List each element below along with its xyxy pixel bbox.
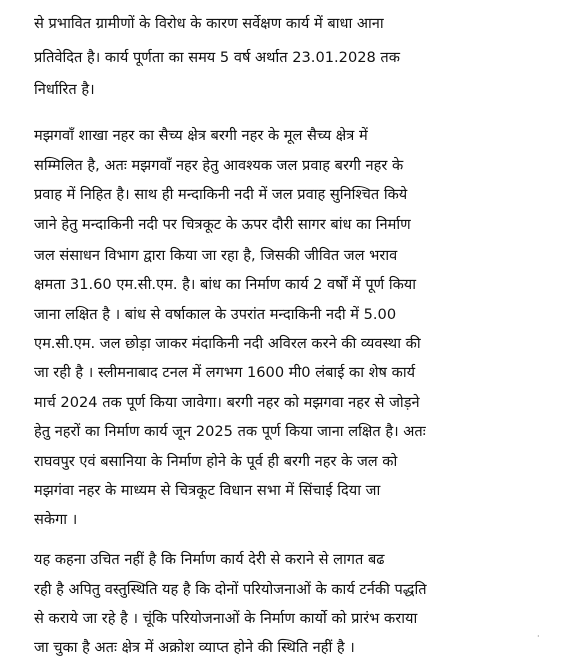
scan-speck-mark: · bbox=[537, 632, 540, 641]
text-line: जा रही है । स्लीमनाबाद टनल में लगभग 1600 मी0 लंबाई का शेष कार्य bbox=[34, 364, 416, 381]
text-line: रही है अपितु वस्तुस्थिति यह है कि दोनों परियोजनाओं के कार्य टर्नकी पद्धति bbox=[34, 581, 427, 598]
text-line: प्रवाह में निहित है। साथ ही मन्दाकिनी नदी में जल प्रवाह सुनिश्चित किये bbox=[34, 186, 408, 203]
text-line: एम.सी.एम. जल छोड़ा जाकर मंदाकिनी नदी अविरल करने की व्यवस्था की bbox=[34, 335, 421, 352]
text-line: मझगवाँ शाखा नहर का सैच्य क्षेत्र बरगी नहर के मूल सैच्य क्षेत्र में bbox=[34, 127, 368, 144]
text-line: राघवपुर एवं बसानिया के निर्माण होने के पूर्व ही बरगी नहर के जल को bbox=[34, 453, 398, 470]
text-line: क्षमता 31.60 एम.सी.एम. है। बांध का निर्माण कार्य 2 वर्षों में पूर्ण किया bbox=[34, 276, 417, 293]
text-line: प्रतिवेदित है। कार्य पूर्णता का समय 5 वर्ष अर्थात 23.01.2028 तक bbox=[34, 49, 400, 66]
text-line: मार्च 2024 तक पूर्ण किया जावेगा। बरगी नहर को मझगवा नहर से जोड़ने bbox=[34, 394, 420, 411]
text-line: यह कहना उचित नहीं है कि निर्माण कार्य देरी से कराने से लागत बढ bbox=[34, 551, 385, 568]
text-line: सकेगा । bbox=[34, 511, 78, 528]
text-line: निर्धारित है। bbox=[34, 81, 95, 98]
text-line: जाने हेतु मन्दाकिनी नदी पर चित्रकूट के ऊपर दौरी सागर बांध का निर्माण bbox=[34, 216, 411, 233]
text-line: सम्मिलित है, अतः मझगवाँ नहर हेतु आवश्यक जल प्रवाह बरगी नहर के bbox=[34, 157, 404, 174]
text-line: से कराये जा रहे है । चूंकि परियोजनाओं के निर्माण कार्यो को प्रारंभ कराया bbox=[34, 610, 418, 627]
text-line: जाना लक्षित है । बांध से वर्षाकाल के उपरांत मन्दाकिनी नदी में 5.00 bbox=[34, 306, 397, 323]
text-line: जल संसाधन विभाग द्वारा किया जा रहा है, जिसकी जीवित जल भराव bbox=[34, 247, 398, 264]
text-line: से प्रभावित ग्रामीणों के विरोध के कारण सर्वेक्षण कार्य में बाधा आना bbox=[34, 15, 384, 32]
text-line: हेतु नहरों का निर्माण कार्य जून 2025 तक पूर्ण किया जाना लक्षित है। अतः bbox=[34, 423, 426, 440]
text-line: मझगंवा नहर के माध्यम से चित्रकूट विधान सभा में सिंचाई दिया जा bbox=[34, 482, 381, 499]
text-line: जा चुका है अतः क्षेत्र में अक्रोश व्याप्त होने की स्थिति नहीं है । bbox=[34, 639, 355, 656]
